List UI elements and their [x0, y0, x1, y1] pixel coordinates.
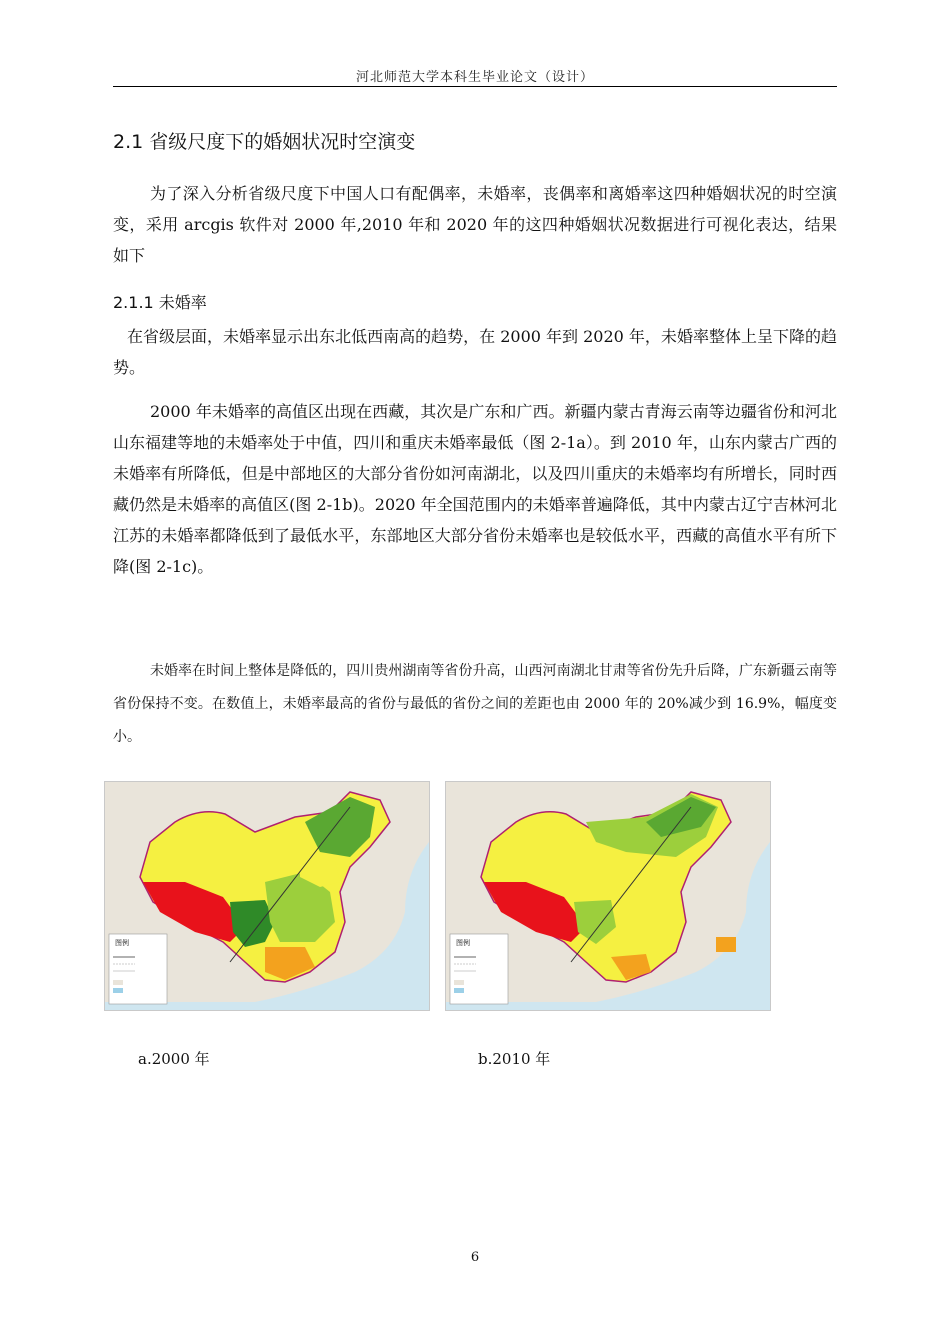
subsection-title: 2.1.1 未婚率	[113, 293, 207, 312]
figure-caption-b: b.2010 年	[478, 1050, 551, 1068]
map-figure-2000	[104, 781, 430, 1011]
legend-title: 图例	[115, 939, 129, 947]
paragraph-3: 未婚率在时间上整体是降低的，四川贵州湖南等省份升高，山西河南湖北甘肃等省份先升后降，广东新疆云南等省份保持不变。在数值上，未婚率最高的省份与最低的省份之间的差距也由 2000 年的 20%减少到 16.9%，幅度变小。	[113, 663, 837, 745]
section-title: 2.1 省级尺度下的婚姻状况时空演变	[113, 131, 416, 153]
figure-caption-a: a.2000 年	[138, 1050, 210, 1068]
china-map-2000	[105, 782, 429, 1010]
china-map-2010	[446, 782, 770, 1010]
paragraph-2: 2000 年未婚率的高值区出现在西藏，其次是广东和广西。新疆内蒙古青海云南等边疆省份和河北山东福建等地的未婚率处于中值，四川和重庆未婚率最低（图 2-1a）。到 2010 年，山东内蒙古广西的未婚率有所降低，但是中部地区的大部分省份如河南湖北，以及四川重庆的未婚率均有所增长，同时西藏仍然是未婚率的高值区(图 2-1b)。2020 年全国范围内的未婚率普遍降低，其中内蒙古辽宁吉林河北江苏的未婚率都降低到了最低水平，东部地区大部分省份未婚率也是较低水平，西藏的高值水平有所下降(图 2-1c)。	[113, 402, 837, 576]
map-figure-2010	[445, 781, 771, 1011]
header-rule	[113, 86, 837, 87]
legend-title: 图例	[456, 939, 470, 947]
running-header: 河北师范大学本科生毕业论文（设计）	[355, 70, 594, 85]
paragraph-1: 在省级层面，未婚率显示出东北低西南高的趋势，在 2000 年到 2020 年，未婚率整体上呈下降的趋势。	[113, 327, 837, 377]
intro-paragraph: 为了深入分析省级尺度下中国人口有配偶率，未婚率，丧偶率和离婚率这四种婚姻状况的时空演变，采用 arcgis 软件对 2000 年,2010 年和 2020 年的这四种婚姻状况数据进行可视化表达，结果如下	[113, 184, 837, 265]
page-number: 6	[470, 1250, 480, 1265]
